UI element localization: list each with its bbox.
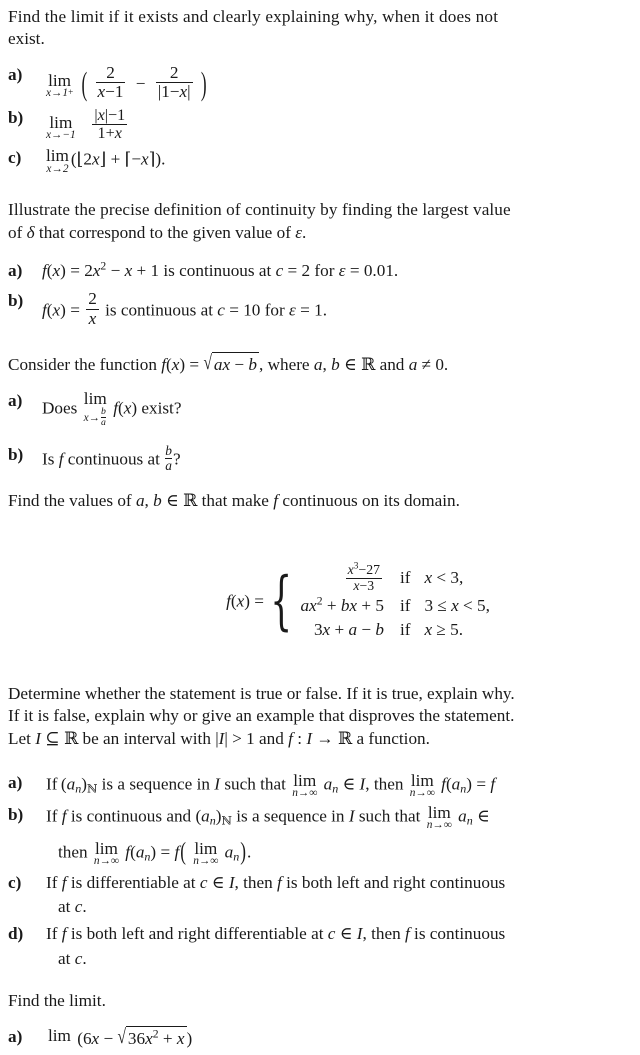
then-text: then bbox=[58, 842, 88, 862]
prompt-text: , where bbox=[258, 354, 314, 374]
open-paren: ( bbox=[180, 837, 186, 866]
limit-operator: lim n→∞ bbox=[426, 802, 452, 832]
document-body bbox=[8, 0, 640, 1055]
limit-operator: lim x→ $\frac{b}{a}$ bbox=[83, 389, 107, 428]
does-text: Does bbox=[42, 398, 78, 418]
case-condition: x < 3, bbox=[424, 567, 464, 587]
limit-operator: lim n→∞ bbox=[409, 770, 435, 800]
square-root: √ax − b bbox=[203, 352, 259, 376]
ceil-bracket-close: ⌉ bbox=[148, 149, 156, 169]
item-label: a) bbox=[8, 64, 23, 84]
item-label: b) bbox=[8, 108, 24, 128]
such-that-text: such that bbox=[224, 774, 286, 794]
item-continuation: then lim n→∞ $f(a_n) = f$( lim n→∞ $a_n$). bbox=[46, 840, 640, 868]
item-label: a) bbox=[8, 391, 23, 411]
prompt-text: Find the values of bbox=[8, 490, 136, 510]
item-continuation: at c. bbox=[58, 948, 87, 968]
cases-brace: { bbox=[270, 564, 293, 639]
limit-operator: lim x→2 bbox=[46, 146, 69, 175]
list-item: b) f(x) = $\frac{2}{x}$ is continuous at c = 10 for ε = 1. bbox=[8, 289, 328, 328]
at-text: at bbox=[58, 948, 71, 968]
prompt-text: . bbox=[302, 222, 307, 242]
limit-operator: lim x→−1 bbox=[46, 112, 76, 142]
section-prompt-find-limit: Find the limit. bbox=[8, 991, 106, 1011]
if-text: If bbox=[46, 806, 58, 826]
floor-bracket-open: ⌊ bbox=[76, 149, 84, 169]
list-item: a) lim ($6x - √36x^2 + x$ ) bbox=[8, 1026, 640, 1055]
case-condition: 3 ≤ x < 5, bbox=[424, 596, 490, 616]
case-condition: x ≥ 5. bbox=[424, 620, 464, 640]
for-text: for bbox=[314, 261, 335, 281]
close-paren: ) bbox=[200, 65, 207, 103]
both-differentiable-text: is both left and right differentiable at bbox=[70, 924, 324, 944]
both-left-right-text: is both left and right continuous bbox=[286, 872, 506, 892]
is-continuous-text: is continuous and bbox=[70, 806, 192, 826]
item-label: c) bbox=[8, 148, 22, 168]
is-continuous-text: is continuous bbox=[414, 924, 506, 944]
prompt-text: that correspond to the given value of bbox=[34, 222, 296, 242]
limit-operator: lim n→∞ bbox=[193, 838, 219, 868]
limit-operator: lim x→1+ bbox=[46, 70, 74, 100]
item-label: a) bbox=[8, 772, 23, 792]
if-text: If bbox=[46, 924, 58, 944]
case-if: if bbox=[399, 596, 411, 616]
item-label: b) bbox=[8, 444, 24, 464]
section-prompt-truefalse-line1: Determine whether the statement is true or false. If it is true, explain why. bbox=[8, 683, 515, 703]
sequence-text: is a sequence in bbox=[236, 806, 345, 826]
such-that-text: such that bbox=[358, 806, 421, 826]
then-text: , then bbox=[365, 774, 404, 794]
case-value: $\frac{x^3-27}{x-3}$ bbox=[347, 561, 380, 593]
fraction-2-over-abs-1-minus-x: $\frac{2}{|1-x|}$ bbox=[157, 62, 191, 101]
item-label: b) bbox=[8, 804, 24, 824]
section-prompt-continuity-line2 bbox=[8, 222, 640, 244]
prompt-text: and bbox=[375, 354, 409, 374]
prompt-text: of bbox=[8, 222, 27, 242]
list-item: b) Is f continuous at $\frac{b}{a}$ ? bbox=[8, 442, 181, 473]
fraction-abs-x-minus-1-over-1-plus-x: $\frac{|x|-1}{1+x}$ bbox=[94, 107, 126, 143]
open-paren: ( bbox=[81, 65, 88, 103]
fraction-2-over-x: $\frac{2}{x}$ bbox=[88, 289, 97, 328]
case-value: 3x + a − b bbox=[313, 620, 384, 640]
case-if: if bbox=[399, 567, 411, 587]
for-text: for bbox=[264, 300, 285, 320]
exist-text: exist? bbox=[141, 398, 182, 418]
ceil-bracket-open: ⌈ bbox=[124, 149, 132, 169]
then-text: , then bbox=[234, 872, 273, 892]
close-paren: ) bbox=[240, 837, 247, 866]
fraction-b-over-a: $\frac{b}{a}$ bbox=[165, 442, 172, 473]
is-continuous-at-text: is continuous at bbox=[105, 300, 213, 320]
section-prompt-sqrt-function: Consider the function f(x) = √ax − b , where a, b ∈ ℝ and a ≠ 0. bbox=[8, 351, 449, 375]
at-text: at bbox=[58, 896, 71, 916]
piecewise-equation: f(x) = { $\frac{x^3-27}{x-3}$ if x < 3, $ax^2$ + bx + 5 if 3 ≤ x < 5, 3x + a − b if x ≥ 5. bbox=[8, 562, 640, 643]
prompt-text: Consider the function bbox=[8, 354, 162, 374]
list-item: c) If f is differentiable at c ∈ I, then f is both left and right continuous at c. bbox=[8, 872, 640, 919]
section-prompt-limits-line1: Find the limit if it exists and clearly explaining why, when it does not bbox=[8, 7, 499, 26]
square-root: $√36x^2 + x$ bbox=[117, 1026, 186, 1050]
delta-symbol: δ bbox=[26, 222, 35, 242]
list-item bbox=[8, 107, 640, 142]
list-item: b) If f is continuous and $(a_n)_ℕ$ is a sequence in I such that lim n→∞ $a_n$ ∈ then lim n→∞ $f(a_n) = f$( lim n→∞ $a_n$). bbox=[8, 804, 640, 868]
item-label: c) bbox=[8, 872, 22, 892]
if-text: If bbox=[46, 774, 58, 794]
prompt-text: a function. bbox=[352, 728, 430, 748]
list-item: a) Does lim x→ $\frac{b}{a}$ f(x) exist? bbox=[8, 389, 182, 428]
case-row bbox=[300, 562, 489, 594]
is-continuous-at-text: is continuous at bbox=[163, 261, 272, 281]
item-label: a) bbox=[8, 261, 23, 281]
prompt-text: and bbox=[254, 728, 289, 748]
section-prompt-truefalse-line3: Let I ⊆ ℝ be an interval with |I| > 1 and f : I → ℝ a function. bbox=[8, 728, 430, 749]
item-continuation: at c. bbox=[58, 896, 87, 916]
section-prompt-continuity-line1: Illustrate the precise definition of continuity by finding the largest value bbox=[8, 200, 511, 220]
then-text: , then bbox=[362, 924, 401, 944]
fraction-2-over-x-minus-1: $\frac{2}{x-1}$ bbox=[97, 62, 124, 101]
case-if: if bbox=[399, 620, 411, 640]
floor-bracket-close: ⌋ bbox=[99, 149, 107, 169]
list-item: a) $f(x) = 2x^2 - x + 1$ is continuous at c = 2 for ε = 0.01. bbox=[8, 260, 640, 282]
if-text: If bbox=[46, 872, 58, 892]
item-label: d) bbox=[8, 924, 24, 944]
case-row bbox=[300, 618, 489, 642]
case-value: $ax^2$ + bx + 5 bbox=[300, 594, 384, 616]
differentiable-text: is differentiable at bbox=[70, 872, 196, 892]
epsilon-symbol: ε bbox=[295, 222, 303, 242]
section-prompt-limits-line2: exist. bbox=[8, 29, 45, 49]
list-item: a) If $(a_n)_ℕ$ is a sequence in I such that lim n→∞ $a_n$ ∈ I, then lim n→∞ $f(a_n) = f$ bbox=[8, 770, 496, 800]
item-label: b) bbox=[8, 291, 24, 311]
continuous-at-text: continuous at bbox=[67, 449, 160, 469]
limit-operator: lim n→∞ bbox=[292, 770, 318, 800]
case-row bbox=[300, 594, 489, 618]
list-item: d) If f is both left and right differentiable at c ∈ I, then f is continuous at c. bbox=[8, 923, 640, 970]
limit-operator: lim bbox=[48, 1026, 71, 1046]
list-item: a) lim x→1+ ( $\frac{2}{x-1}$ − $\frac{2}{|1-x|}$ ) bbox=[8, 64, 640, 101]
list-item: c) lim x→2 (⌊2x⌋ + ⌈−x⌉). bbox=[8, 146, 166, 175]
section-prompt-truefalse-line2: If it is false, explain why or give an example that disproves the statement. bbox=[8, 706, 515, 726]
prompt-text: continuous on its domain. bbox=[278, 490, 460, 510]
prompt-text: Let bbox=[8, 728, 36, 748]
prompt-text: be an interval with bbox=[78, 728, 216, 748]
item-label: a) bbox=[8, 1027, 23, 1047]
sequence-text: is a sequence in bbox=[101, 774, 210, 794]
find-values-prompt: Find the values of a, b ∈ ℝ that make f continuous on its domain. bbox=[8, 490, 460, 511]
limit-operator: lim n→∞ bbox=[93, 838, 119, 868]
is-text: Is bbox=[42, 449, 55, 469]
